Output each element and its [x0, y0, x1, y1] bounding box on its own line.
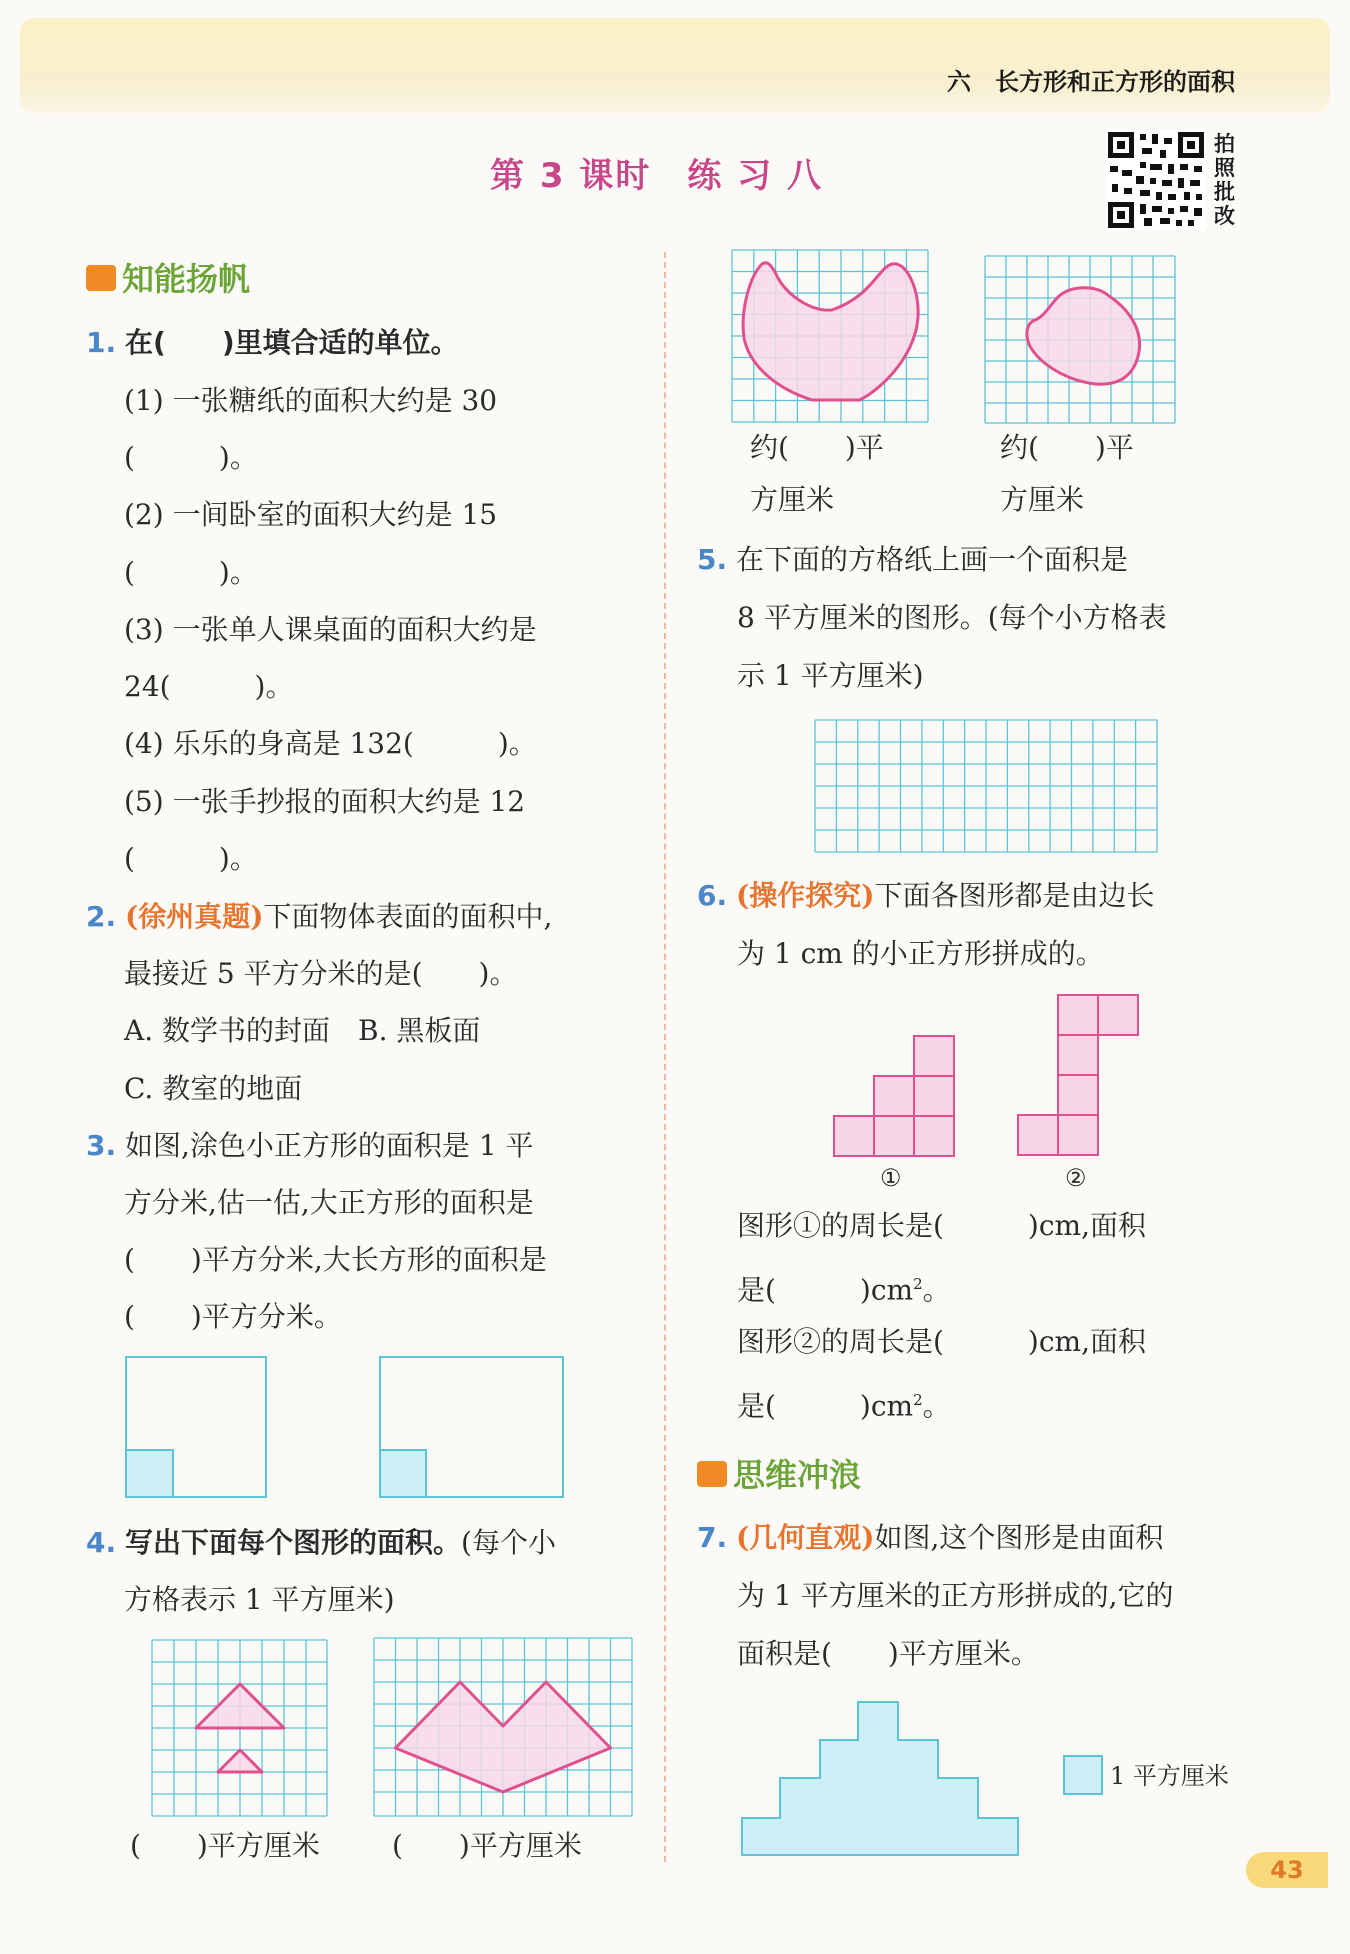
sail-icon	[86, 265, 116, 291]
q3-line: ( )平方分米,大长方形的面积是	[124, 1243, 547, 1276]
q2-option: C. 教室的地面	[124, 1072, 303, 1105]
q4-answer: ( )平方厘米	[130, 1829, 320, 1862]
page-number: 43	[1246, 1852, 1328, 1888]
lesson-title: 第 3 课时 练 习 八	[490, 156, 824, 196]
q7-line: 面积是( )平方厘米。	[737, 1637, 1039, 1670]
q1-item: 24( )。	[124, 670, 294, 703]
q1-item: (4) 乐乐的身高是 132( )。	[124, 727, 537, 760]
q6-label-2: ②	[1065, 1164, 1087, 1192]
q1-item: ( )。	[124, 441, 258, 474]
q2-option: A. 数学书的封面 B. 黑板面	[124, 1014, 481, 1047]
q3-big-rectangle	[378, 1355, 568, 1500]
chapter-title: 六 长方形和正方形的面积	[947, 68, 1235, 96]
q2-line2: 最接近 5 平方分米的是( )。	[124, 957, 518, 990]
q4-answer: 约( )平	[1000, 431, 1134, 464]
q1-item: (1) 一张糖纸的面积大约是 30	[124, 384, 498, 417]
q6-stem: 6. (操作探究)下面各图形都是由边长	[697, 879, 1155, 912]
q4-answer: 方厘米	[1000, 483, 1085, 516]
q5-line: 示 1 平方厘米)	[737, 659, 924, 692]
q3-big-square	[124, 1355, 274, 1500]
q6-figure-1	[834, 1034, 959, 1159]
q6-answer: 图形②的周长是( )cm,面积	[737, 1325, 1146, 1358]
q1-item: (2) 一间卧室的面积大约是 15	[124, 498, 498, 531]
q1-stem: 1. 在( )里填合适的单位。	[86, 326, 459, 359]
q6-answer: 图形①的周长是( )cm,面积	[737, 1209, 1146, 1242]
q3-line: 3. 如图,涂色小正方形的面积是 1 平	[86, 1129, 534, 1162]
q7-stem: 7. (几何直观)如图,这个图形是由面积	[697, 1521, 1164, 1554]
q3-line: ( )平方分米。	[124, 1300, 342, 1333]
q1-item: ( )。	[124, 556, 258, 589]
q1-item: (5) 一张手抄报的面积大约是 12	[124, 785, 526, 818]
q7-legend-label: 1 平方厘米	[1110, 1762, 1229, 1790]
wave-icon	[697, 1461, 727, 1487]
q4-grid-arrow	[152, 1640, 332, 1822]
qr-code-icon[interactable]	[1106, 130, 1206, 230]
q4-grid-heart	[374, 1638, 636, 1823]
q4-line2: 方格表示 1 平方厘米)	[124, 1583, 395, 1616]
q4-answer: 方厘米	[750, 483, 835, 516]
q7-staircase-figure	[740, 1700, 1025, 1860]
section-title-1: 知能扬帆	[86, 254, 250, 300]
q5-drawing-grid[interactable]	[815, 720, 1160, 855]
q2-stem: 2. (徐州真题)下面物体表面的面积中,	[86, 900, 553, 933]
q4-answer: ( )平方厘米	[392, 1829, 582, 1862]
q4-grid-blob-1	[732, 250, 932, 428]
q5-line: 5. 在下面的方格纸上画一个面积是	[697, 543, 1129, 576]
q3-line: 方分米,估一估,大正方形的面积是	[124, 1186, 534, 1219]
q5-line: 8 平方厘米的图形。(每个小方格表	[737, 601, 1167, 634]
column-divider	[664, 252, 666, 1862]
section-title-2: 思维冲浪	[697, 1450, 861, 1496]
q7-line: 为 1 平方厘米的正方形拼成的,它的	[737, 1579, 1174, 1612]
q7-legend-square	[1062, 1754, 1104, 1796]
q4-answer: 约( )平	[750, 431, 884, 464]
q6-figure-2	[1018, 993, 1143, 1158]
q6-line2: 为 1 cm 的小正方形拼成的。	[737, 937, 1104, 970]
q4-grid-blob-2	[985, 256, 1180, 428]
q6-label-1: ①	[880, 1164, 902, 1192]
q6-answer: 是( )$cm^2$。	[737, 1273, 951, 1307]
q6-answer: 是( )$cm^2$。	[737, 1389, 951, 1423]
q4-stem: 4. 写出下面每个图形的面积。(每个小	[86, 1526, 556, 1559]
q1-item: ( )。	[124, 842, 258, 875]
qr-label: 拍照批改	[1214, 132, 1235, 228]
q1-item: (3) 一张单人课桌面的面积大约是	[124, 613, 537, 646]
